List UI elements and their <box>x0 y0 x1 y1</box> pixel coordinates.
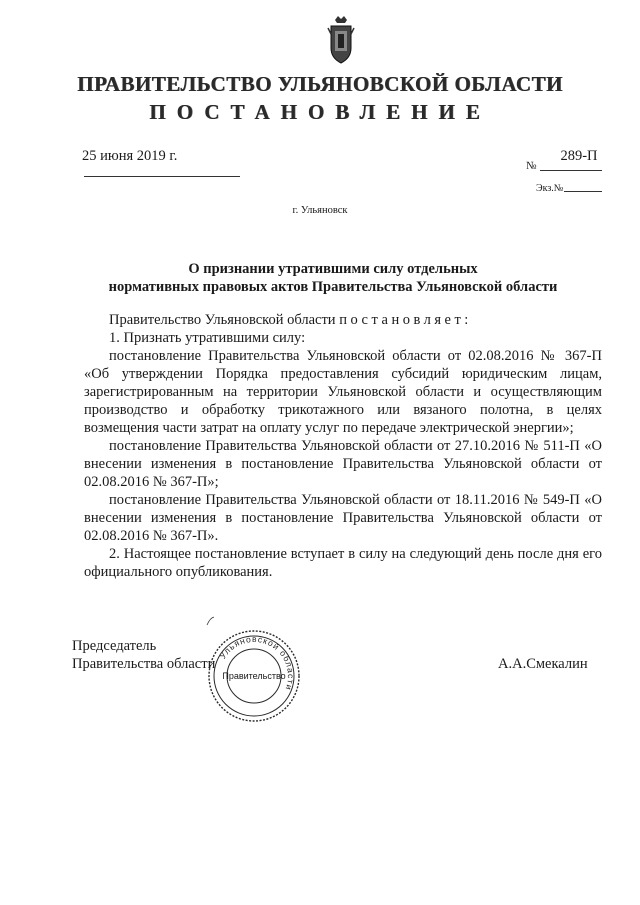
document-type-heading: ПОСТАНОВЛЕНИЕ <box>149 100 491 124</box>
svg-text:Ульяновской области <box>217 634 296 692</box>
government-heading: ПРАВИТЕЛЬСТВО УЛЬЯНОВСКОЙ ОБЛАСТИ <box>77 72 563 96</box>
item-2: 2. Настоящее постановление вступает в силу на следующий день после дня его официального опубликования. <box>84 546 602 580</box>
intro-action: постановляет: <box>339 312 472 328</box>
official-seal <box>206 628 302 724</box>
intro-paragraph <box>84 311 602 329</box>
document-date: 25 июня 2019 г. <box>82 148 178 164</box>
signatory-position-line-2: Правительства области <box>72 656 216 672</box>
repealed-act-2: постановление Правительства Ульяновской области от 27.10.2016 № 511-П «О внесении изменения в постановление Правительства Ульяновской области от 02.08.2016 № 367-П»; <box>84 438 602 490</box>
repealed-act-1: постановление Правительства Ульяновской области от 02.08.2016 № 367-П «Об утверждении Порядка предоставления субсидий юридическим лицам, зарегистрированным на территории Ульяновской области и осуществляющим производство и обработку трикотажного или вязаного полотна, в целях возмещения части затрат на оплату услуг по передаче электрической энергии»; <box>84 348 602 436</box>
signatory-position-line-1: Председатель <box>72 638 157 654</box>
item-1: 1. Признать утратившими силу: <box>109 330 306 346</box>
signatory-name: А.А.Смекалин <box>498 656 588 672</box>
coat-of-arms-emblem <box>326 14 356 66</box>
copy-number-label: Экз.№ <box>536 183 564 194</box>
copy-number-underline <box>564 191 602 192</box>
repealed-act-3: постановление Правительства Ульяновской области от 18.11.2016 № 549-П «О внесении изменения в постановление Правительства Ульяновской области от 02.08.2016 № 367-П». <box>84 492 602 544</box>
document-body <box>84 311 602 581</box>
signature-mark-icon <box>205 615 217 627</box>
title-line-1: О признании утратившими силу отдельных <box>188 261 478 277</box>
seal-center-text: Правительство <box>222 671 286 681</box>
document-title <box>60 260 606 296</box>
date-underline <box>84 176 240 177</box>
seal-ring-text: Ульяновской области <box>217 633 297 693</box>
intro-prefix: Правительство Ульяновской области <box>109 312 336 328</box>
number-sign: № <box>526 160 537 172</box>
city-label: г. Ульяновск <box>292 205 348 216</box>
document-number: 289-П <box>560 148 598 164</box>
number-underline <box>540 170 602 171</box>
title-line-2: нормативных правовых актов Правительства Ульяновской области <box>108 279 558 295</box>
